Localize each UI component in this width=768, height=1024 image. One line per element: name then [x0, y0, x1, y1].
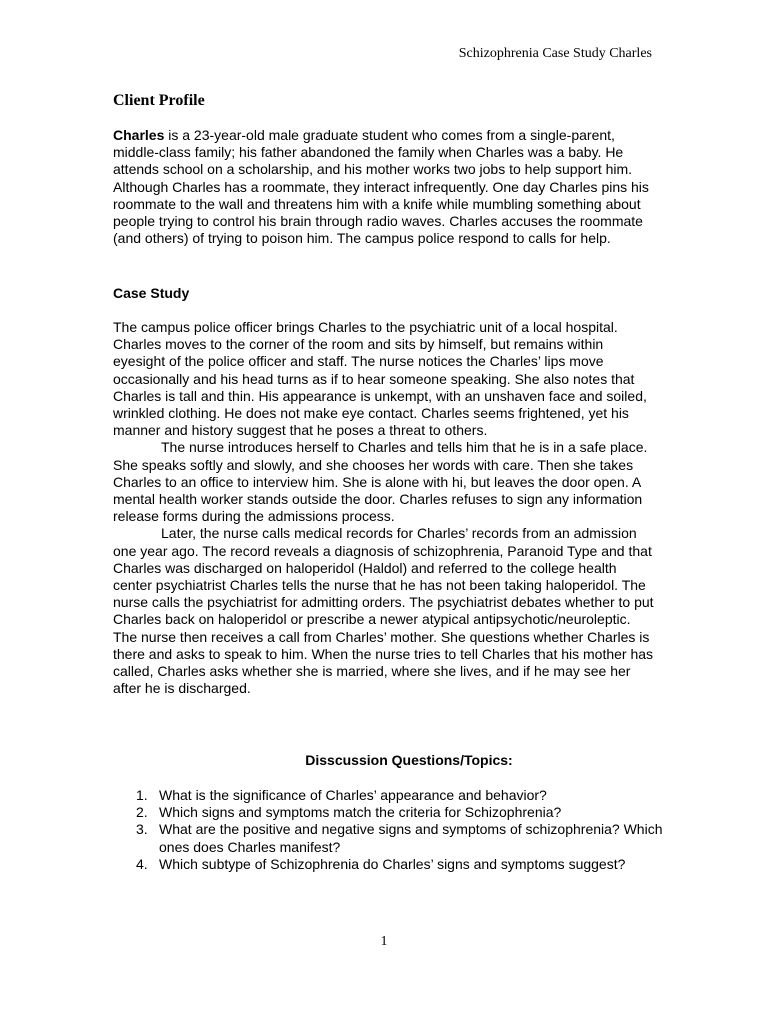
running-header: Schizophrenia Case Study Charles: [458, 46, 652, 61]
client-name: Charles: [113, 127, 165, 143]
page-number: 1: [380, 934, 388, 949]
question-number: 1.: [136, 787, 148, 803]
discussion-question: [136, 856, 666, 873]
question-text: Which subtype of Schizophrenia do Charles’ signs and symptoms suggest?: [159, 855, 626, 872]
question-text: Which signs and symptoms match the criteria for Schizophrenia?: [159, 804, 562, 821]
discussion-question-list: [136, 787, 666, 873]
client-profile-heading: Client Profile: [113, 92, 205, 109]
question-number: 4.: [136, 855, 148, 872]
case-study-body: [113, 319, 658, 697]
question-number: 3.: [136, 821, 148, 838]
discussion-question: [136, 787, 666, 804]
discussion-heading: Disscussion Questions/Topics:: [305, 752, 513, 768]
client-profile-paragraph: [113, 127, 658, 247]
question-text: What are the positive and negative signs and symptoms of schizophrenia? Which ones does Charles manifest?: [159, 821, 663, 855]
question-text: What is the significance of Charles’ appearance and behavior?: [159, 787, 547, 803]
discussion-question: [136, 821, 666, 855]
case-study-paragraph: The campus police officer brings Charles to the psychiatric unit of a local hospital. Charles moves to the corner of the room and sits by himself, but remains within eyesight of the police officer and staff. The nurse notices the Charles’ lips move occasionally and his head turns as if to hear someone speaking. She also notes that Charles is tall and thin. His appearance is unkempt, with an unshaven face and soiled, wrinkled clothing. He does not make eye contact. Charles seems frightened, yet his manner and history suggest that he poses a threat to others.: [113, 319, 647, 439]
case-study-heading: Case Study: [113, 285, 190, 301]
question-number: 2.: [136, 804, 148, 821]
case-study-paragraph: Later, the nurse calls medical records for Charles’ records from an admission one year ago. The record reveals a diagnosis of schizophrenia, Paranoid Type and that Charles was discharged on haloperidol (Haldol) and referred to the college health center psychiatrist Charles tells the nurse that he has not been taking haloperidol. The nurse calls the psychiatrist for admitting orders. The psychiatrist debates whether to put Charles back on haloperidol or prescribe a newer atypical antipsychotic/neuroleptic. The nurse then receives a call from Charles’ mother. She questions whether Charles is there and asks to speak to him. When the nurse tries to tell Charles that his mother has called, Charles asks whether she is married, where she lives, and if he may see her after he is discharged.: [113, 525, 654, 697]
discussion-question: [136, 804, 666, 821]
case-study-paragraph: The nurse introduces herself to Charles and tells him that he is in a safe place. She speaks softly and slowly, and she chooses her words with care. Then she takes Charles to an office to interview him. She is alone with hi, but leaves the door open. A mental health worker stands outside the door. Charles refuses to sign any information release forms during the admissions process.: [113, 439, 648, 525]
client-profile-text: is a 23-year-old male graduate student who comes from a single-parent, middle-class family; his father abandoned the family when Charles was a baby. He attends school on a scholarship, and his mother works two jobs to help support him. Although Charles has a roommate, they interact infrequently. One day Charles pins his roommate to the wall and threatens him with a knife while mumbling something about people trying to control his brain through radio waves. Charles accuses the roommate (and others) of trying to poison him. The campus police respond to calls for help.: [113, 127, 649, 247]
